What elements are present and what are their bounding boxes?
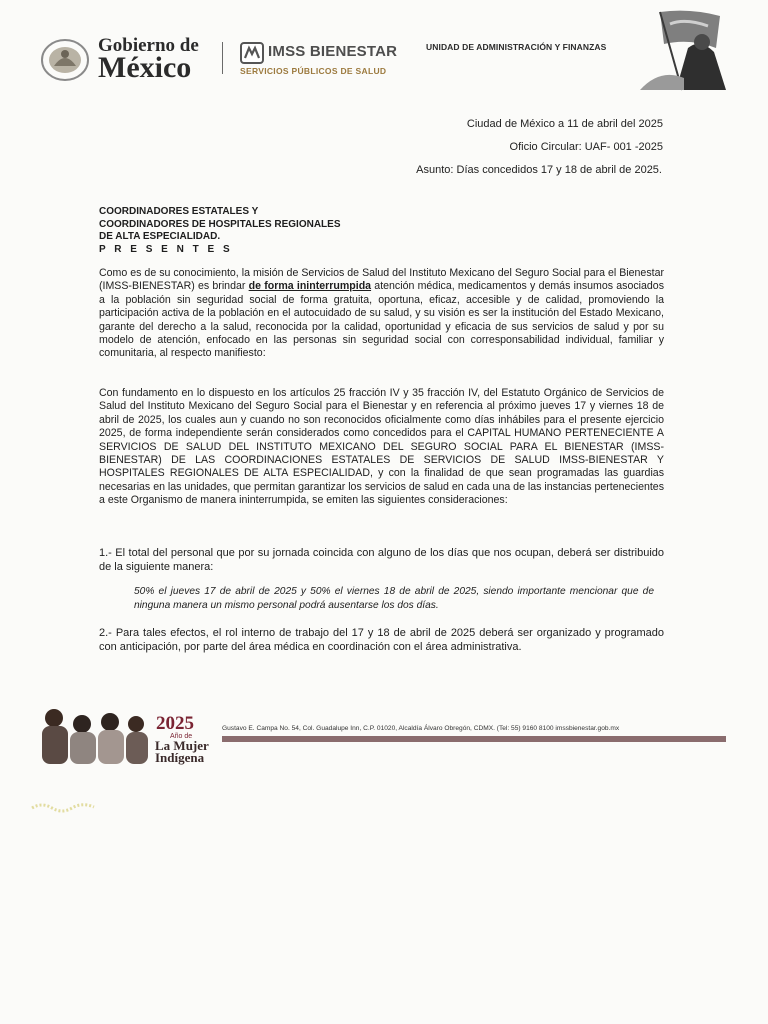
flag-illustration-icon (630, 8, 734, 92)
imss-name: IMSS BIENESTAR (268, 43, 398, 60)
footer-indigena-line: Indígena (155, 750, 205, 765)
indigenous-women-illustration-icon (36, 704, 152, 764)
subject: Asunto: Días concedidos 17 y 18 de abril de 2025. (416, 164, 662, 176)
unit-name: UNIDAD DE ADMINISTRACIÓN Y FINANZAS (426, 42, 607, 52)
scan-mark-icon (30, 800, 100, 814)
footer-year: 2025 (156, 713, 194, 734)
gobierno-line2: México (98, 51, 192, 84)
imss-logo-icon (240, 42, 264, 64)
paragraph-distribution: 50% el jueves 17 de abril de 2025 y 50% el viernes 18 de abril de 2025, siendo importante mencionar que de ninguna manera un mismo personal podrá ausentarse los dos días. (134, 586, 654, 611)
addressee-line: COORDINADORES ESTATALES Y (99, 206, 259, 217)
presentes-line: P R E S E N T E S (99, 243, 233, 255)
footer-mujer-line: La Mujer (155, 738, 209, 753)
paragraph-text: atención médica, medicamentos y demás insumos asociados a la población sin seguridad social de forma gratuita, oportuna, eficaz, accesible y de calidad, promoviendo la participación activa de la población en el autocuidado de su salud, y su visión es ser la institución del Estado Mexicano, garante del derecho a la salud, reconocida por la calidad, oportunidad y eficacia de sus servicios de salud y por su modelo de atención, enfocado en las personas sin seguridad social con corresponsabilidad individual, familiar y comunitaria, al respecto manifiesto: (99, 280, 664, 360)
paragraph-mission (99, 267, 664, 361)
imss-subtitle: SERVICIOS PÚBLICOS DE SALUD (240, 66, 387, 76)
gobierno-logo-text (98, 36, 199, 83)
oficio-number: Oficio Circular: UAF- 001 -2025 (509, 141, 663, 153)
paragraph-point-2: 2.- Para tales efectos, el rol interno de trabajo del 17 y 18 de abril de 2025 deberá ser organizado y programado con anticipación, por parte del área médica en coordinación con el área administrativa. (99, 627, 664, 653)
addressee-line: COORDINADORES DE HOSPITALES REGIONALES (99, 218, 341, 230)
mexico-seal-icon (40, 36, 90, 82)
addressee-block (99, 206, 341, 256)
gobierno-line1: Gobierno de (98, 35, 199, 56)
footer-address: Gustavo E. Campa No. 54, Col. Guadalupe Inn, C.P. 01020, Alcaldía Álvaro Obregón, CDMX. (Tel: 55) 9160 8100 imssbienestar.gob.mx (222, 725, 620, 732)
place-date: Ciudad de México a 11 de abril del 2025 (466, 118, 663, 130)
footer-bar (222, 736, 726, 742)
paragraph-text: Como es de su conocimiento, la misión de Servicios de Salud del Instituto Mexicano del Seguro Social para el Bienestar (IMSS-BIENESTAR) es brindar (99, 267, 664, 293)
paragraph-fundamento: Con fundamento en lo dispuesto en los artículos 25 fracción IV y 35 fracción IV, del Estatuto Orgánico de Servicios de Salud del Instituto Mexicano del Seguro Social para el Bienestar y en referencia al próximo jueves 17 y viernes 18 de abril de 2025, los cuales aun y cuando no son reconocidos oficialmente como días inhábiles para el presente ejercicio 2025, de forma independiente serán considerados como concedidos para el CAPITAL HUMANO PERTENECIENTE A SERVICIOS DE SALUD DEL INSTITUTO MEXICANO DEL SEGURO SOCIAL PARA EL BIENESTAR (IMSS-BIENESTAR) DE LAS COORDINACIONES ESTATALES DE SERVICIOS DE SALUD IMSS-BIENESTAR Y HOSPITALES REGIONALES DE ALTA ESPECIALIDAD, y con la finalidad de que sean programadas las guardias necesarias en las unidades, que permitan garantizar los servicios de salud en cada una de las instancias pertenecientes a este Organismo de manera ininterrumpida, se emiten las siguientes consideraciones: (99, 387, 664, 507)
paragraph-point-1: 1.- El total del personal que por su jornada coincida con alguno de los días que nos ocupan, deberá ser distribuido de la siguiente manera: (99, 547, 664, 573)
footer-mujer-indigena (155, 740, 209, 764)
emphasis-ininterrumpida: de forma ininterrumpida (248, 280, 372, 293)
addressee-line: DE ALTA ESPECIALIDAD. (99, 231, 221, 242)
logo-divider (222, 42, 223, 74)
footer-ano-de: Año de (170, 733, 193, 740)
